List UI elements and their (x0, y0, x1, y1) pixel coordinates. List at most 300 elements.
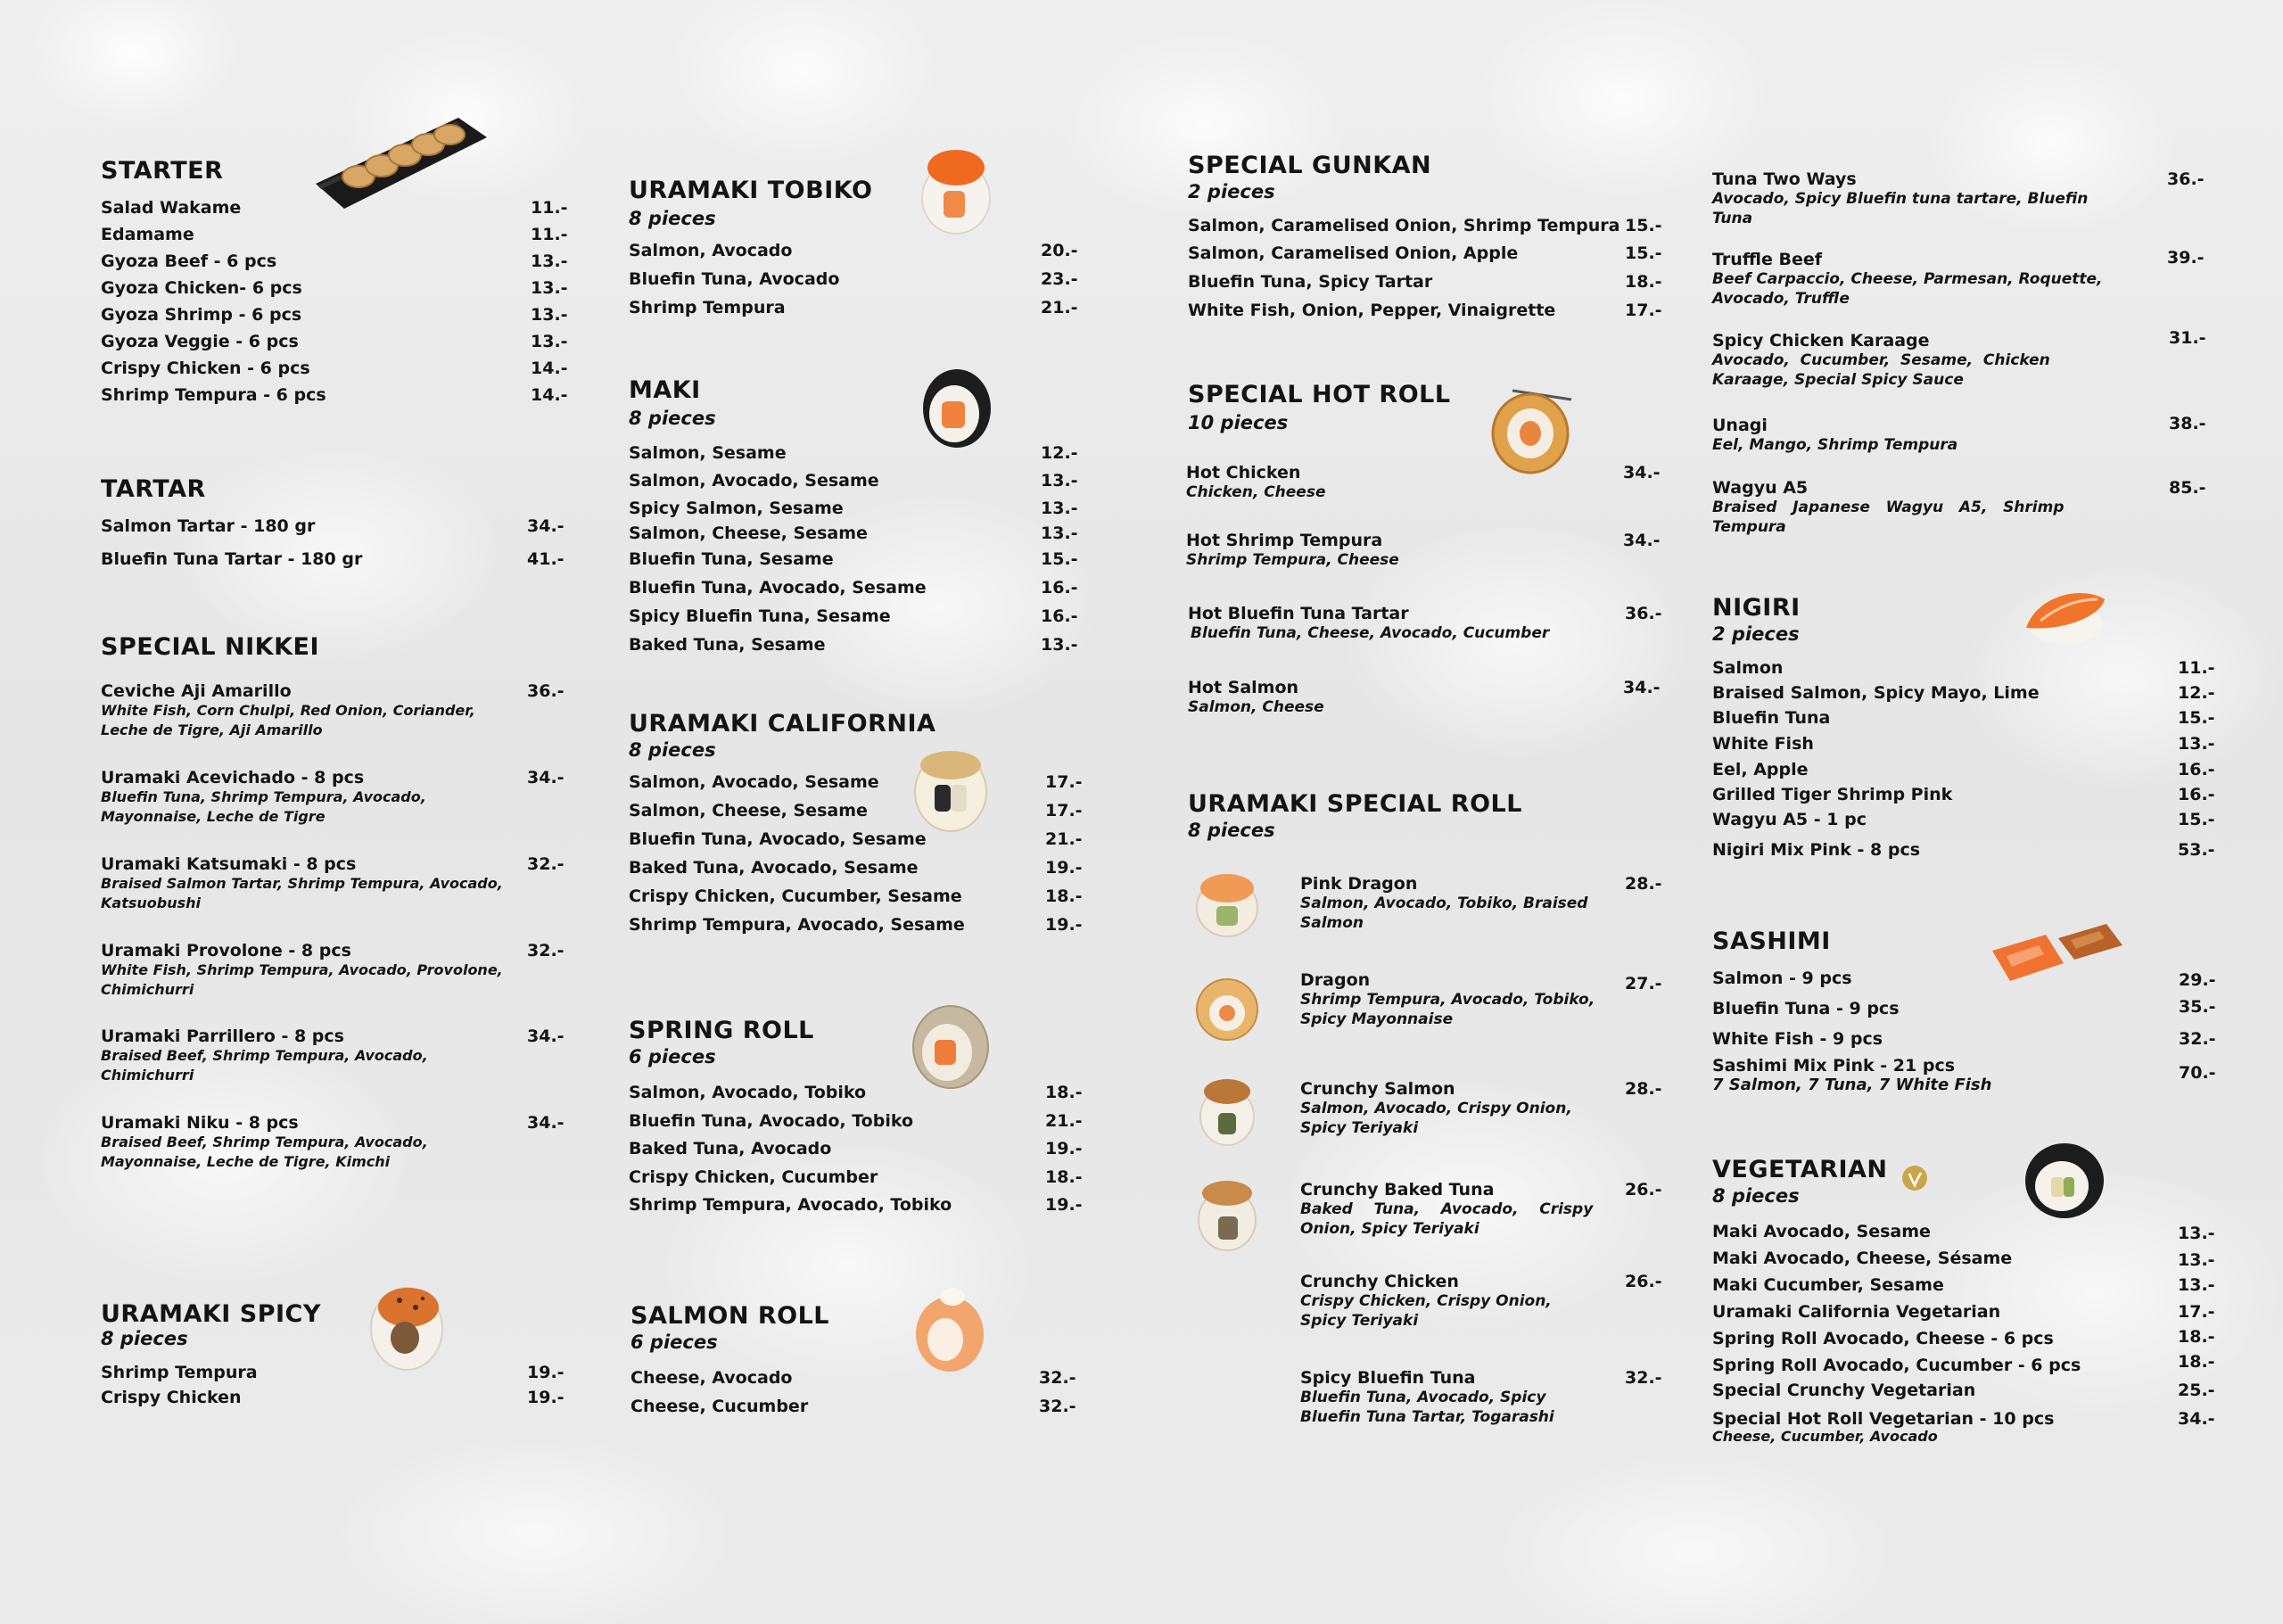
menu-item (101, 359, 310, 378)
item-description: Shrimp Tempura, Avocado, Tobiko, (1300, 991, 1595, 1009)
item-name: Cheese, Cucumber (631, 1397, 809, 1416)
item-price: 32.- (1039, 1368, 1076, 1388)
item-name: Hot Shrimp Tempura (1186, 531, 1383, 550)
item-price: 32.- (527, 854, 565, 874)
item-name: Shrimp Tempura (629, 298, 786, 317)
section-subtitle: 8 pieces (629, 408, 716, 429)
item-price: 17.- (2178, 1302, 2215, 1322)
item-name: Salmon, Avocado, Tobiko (629, 1083, 867, 1102)
item-description: Spicy Teriyaki (1300, 1119, 1419, 1137)
menu-item (1712, 1409, 2054, 1445)
item-price: 11.- (531, 198, 568, 218)
menu-item (1300, 874, 1587, 933)
item-price: 16.- (2178, 760, 2215, 779)
item-price: 85.- (2169, 478, 2206, 498)
item-description: Leche de Tigre, Aji Amarillo (101, 721, 323, 738)
item-price: 19.- (527, 1388, 565, 1407)
menu-item (1188, 216, 1620, 235)
item-price: 15.- (1625, 243, 1662, 263)
menu-item (629, 801, 868, 820)
item-price: 15.- (1041, 549, 1078, 569)
uramaki-tobiko-roll-image (917, 144, 995, 237)
item-name: Ceviche Aji Amarillo (101, 681, 292, 701)
item-description: Spicy Mayonnaise (1300, 1010, 1454, 1028)
item-description: Beef Carpaccio, Cheese, Parmesan, Roquette, (1712, 270, 2103, 288)
menu-item (101, 385, 326, 405)
item-name: Truffle Beef (1712, 250, 1822, 269)
item-description: 7 Salmon, 7 Tuna, 7 White Fish (1712, 1076, 1992, 1094)
menu-item (1712, 999, 1900, 1018)
item-name: Tuna Two Ways (1712, 169, 1857, 189)
section-subtitle: 8 pieces (1712, 1185, 1800, 1207)
menu-item (1188, 604, 1549, 643)
item-price: 34.- (1623, 678, 1661, 697)
item-name: Bluefin Tuna (1712, 708, 1831, 728)
section-maki (629, 376, 1092, 671)
item-name: Salmon, Avocado (629, 241, 793, 260)
item-name: Crunchy Chicken (1300, 1272, 1459, 1291)
menu-item (1712, 1029, 1883, 1049)
item-description: Bluefin Tuna, Cheese, Avocado, Cucumber (1191, 624, 1550, 642)
menu-item (101, 768, 426, 827)
item-price: 34.- (1623, 531, 1661, 550)
section-title: STARTER (101, 157, 224, 185)
menu-item (1712, 840, 1920, 860)
item-description: Avocado, Spicy Bluefin tuna tartare, Bluefin (1712, 190, 2089, 208)
item-price: 13.- (2178, 734, 2215, 754)
menu-item (101, 1113, 428, 1172)
menu-item (1712, 760, 1809, 779)
item-price: 13.- (531, 251, 568, 271)
gyoza-plate-image (312, 114, 490, 214)
item-description: Crispy Chicken, Crispy Onion, (1300, 1292, 1552, 1310)
item-name: Spring Roll Avocado, Cucumber - 6 pcs (1712, 1356, 2081, 1375)
section-nigiri (1712, 594, 2215, 870)
menu-item (1712, 169, 2122, 228)
item-price: 34.- (527, 516, 565, 536)
item-name: Gyoza Veggie - 6 pcs (101, 332, 299, 351)
section-title: SALMON ROLL (631, 1302, 830, 1330)
item-price: 20.- (1041, 241, 1078, 260)
item-price: 13.- (531, 278, 568, 298)
section-subtitle: 8 pieces (101, 1328, 188, 1349)
menu-item (1300, 1079, 1572, 1138)
menu-item (1712, 1329, 2054, 1348)
item-name: Gyoza Beef - 6 pcs (101, 251, 277, 271)
menu-item (101, 549, 362, 569)
item-name: Wagyu A5 - 1 pc (1712, 810, 1867, 829)
menu-item (101, 251, 276, 271)
item-name: Uramaki Parrillero - 8 pcs (101, 1026, 344, 1046)
menu-item (629, 549, 834, 569)
item-price: 36.- (527, 681, 565, 701)
item-price: 15.- (2178, 708, 2215, 728)
item-name: Shrimp Tempura, Avocado, Tobiko (629, 1195, 952, 1215)
menu-item (629, 829, 927, 849)
menu-item (629, 606, 891, 626)
item-price: 15.- (1625, 216, 1662, 235)
item-name: Salmon, Avocado, Sesame (629, 471, 879, 490)
item-name: Dragon (1300, 970, 1371, 990)
item-name: Salmon - 9 pcs (1712, 969, 1852, 988)
menu-item (101, 1363, 258, 1382)
menu-item (101, 1388, 242, 1407)
item-price: 32.- (2179, 1029, 2216, 1049)
menu-item (629, 1111, 913, 1131)
menu-item (1188, 678, 1324, 717)
item-name: Spicy Bluefin Tuna (1300, 1368, 1476, 1388)
menu-item (1712, 1056, 1991, 1095)
item-name: Hot Bluefin Tuna Tartar (1188, 604, 1409, 623)
section-title: SASHIMI (1712, 927, 1831, 955)
item-name: Crispy Chicken, Cucumber, Sesame (629, 886, 962, 906)
item-description: Karaage, Special Spicy Sauce (1712, 371, 1964, 389)
item-name: Gyoza Chicken- 6 pcs (101, 278, 302, 298)
item-price: 11.- (531, 225, 568, 244)
menu-item (629, 1167, 878, 1187)
item-description: Bluefin Tuna, Shrimp Tempura, Avocado, (101, 788, 426, 805)
menu-item (629, 772, 879, 792)
item-name: White Fish - 9 pcs (1712, 1029, 1883, 1049)
item-name: Special Crunchy Vegetarian (1712, 1381, 1976, 1400)
item-name: Bluefin Tuna, Sesame (629, 549, 834, 569)
item-name: Maki Avocado, Sesame (1712, 1222, 1931, 1241)
menu-item (1712, 734, 1814, 754)
spring-roll-image (908, 1001, 993, 1093)
pink-dragon-roll-image (1191, 869, 1263, 940)
item-description: Avocado, Truffle (1712, 290, 1850, 308)
item-name: Salad Wakame (101, 198, 242, 218)
section-title: URAMAKI CALIFORNIA (629, 710, 936, 738)
item-name: Spicy Salmon, Sesame (629, 499, 844, 518)
item-name: White Fish (1712, 734, 1814, 754)
item-price: 13.- (2178, 1275, 2215, 1295)
item-price: 21.- (1041, 298, 1078, 317)
section-tartar (101, 475, 565, 573)
item-price: 34.- (1623, 463, 1661, 482)
item-description: Tempura (1712, 518, 1786, 536)
item-name: Bluefin Tuna, Spicy Tartar (1188, 272, 1433, 292)
item-price: 13.- (2178, 1250, 2215, 1270)
item-description: Salmon, Avocado, Crispy Onion, (1300, 1100, 1572, 1117)
section-title: SPECIAL GUNKAN (1188, 152, 1432, 179)
item-name: Crunchy Salmon (1300, 1079, 1455, 1099)
menu-item (629, 471, 879, 490)
item-name: Gyoza Shrimp - 6 pcs (101, 305, 302, 325)
item-name: Bluefin Tuna, Avocado, Sesame (629, 578, 927, 598)
section-special-nikkei (101, 633, 565, 1186)
menu-item (1300, 1180, 1593, 1239)
section-subtitle: 8 pieces (629, 739, 716, 761)
menu-item (1712, 1381, 1975, 1400)
item-name: Braised Salmon, Spicy Mayo, Lime (1712, 683, 2040, 703)
nigiri-image (2019, 585, 2108, 649)
menu-item (1712, 416, 2122, 455)
item-price: 28.- (1625, 874, 1662, 894)
item-price: 28.- (1625, 1079, 1662, 1099)
section-uramaki-california (629, 710, 1092, 942)
item-description: White Fish, Corn Chulpi, Red Onion, Coriander, (101, 702, 475, 719)
section-title: URAMAKI SPICY (101, 1300, 321, 1328)
item-price: 23.- (1041, 269, 1078, 289)
item-description: Shrimp Tempura, Cheese (1186, 551, 1399, 569)
item-name: Grilled Tiger Shrimp Pink (1712, 785, 1953, 804)
item-price: 18.- (1045, 1167, 1083, 1187)
item-name: Shrimp Tempura (101, 1363, 258, 1382)
item-price: 18.- (1045, 886, 1083, 906)
item-description: Braised Japanese Wagyu A5, Shrimp (1712, 499, 2065, 516)
item-name: Uramaki Niku - 8 pcs (101, 1113, 299, 1133)
section-title: MAKI (629, 376, 701, 404)
item-description: Salmon, Cheese (1188, 698, 1324, 716)
section-title: TARTAR (101, 475, 206, 503)
menu-item (1186, 531, 1399, 570)
item-description: Eel, Mango, Shrimp Tempura (1712, 436, 1958, 454)
item-name: Crispy Chicken (101, 1388, 242, 1407)
menu-item (629, 886, 962, 906)
item-description: Onion, Spicy Teriyaki (1300, 1220, 1479, 1238)
item-name: Bluefin Tuna Tartar - 180 gr (101, 549, 363, 569)
item-price: 12.- (2178, 683, 2215, 703)
section-subtitle: 2 pieces (1188, 181, 1275, 202)
menu-item (1186, 463, 1325, 502)
item-description: Braised Beef, Shrimp Tempura, Avocado, (101, 1134, 428, 1150)
menu-item (101, 854, 503, 913)
menu-item (1712, 478, 2122, 537)
section-sashimi (1712, 927, 2216, 1106)
item-name: Spring Roll Avocado, Cheese - 6 pcs (1712, 1329, 2054, 1348)
item-name: Bluefin Tuna - 9 pcs (1712, 999, 1900, 1018)
item-description: Avocado, Cucumber, Sesame, Chicken (1712, 351, 2050, 369)
item-price: 39.- (2167, 248, 2205, 268)
item-description: Bluefin Tuna Tartar, Togarashi (1300, 1408, 1554, 1426)
crunchy-baked-tuna-roll-image (1191, 1175, 1263, 1254)
section-uramaki-spicy (101, 1300, 565, 1416)
menu-item (1712, 785, 1952, 804)
menu-item (1712, 1275, 1944, 1295)
item-price: 14.- (531, 359, 568, 378)
menu-item (629, 578, 927, 598)
salmon-roll-image (911, 1281, 988, 1373)
maki-roll-image (919, 366, 995, 451)
menu-item (629, 298, 786, 317)
item-name: Bluefin Tuna, Avocado (629, 269, 840, 289)
section-title: VEGETARIAN (1712, 1156, 1888, 1183)
item-price: 13.- (1041, 635, 1078, 655)
item-description: Cheese, Cucumber, Avocado (1712, 1428, 1938, 1445)
item-name: Unagi (1712, 416, 1768, 435)
item-price: 13.- (1041, 471, 1078, 490)
menu-item (629, 1083, 866, 1102)
menu-item (1712, 1302, 2000, 1322)
item-price: 34.- (527, 1113, 565, 1133)
leaf-badge-icon (1901, 1165, 1928, 1191)
item-name: Hot Salmon (1188, 678, 1299, 697)
item-description: Baked Tuna, Avocado, Crispy (1300, 1200, 1594, 1218)
menu-item (1712, 331, 2122, 390)
section-vegetarian (1712, 1156, 2215, 1459)
item-name: Shrimp Tempura - 6 pcs (101, 385, 326, 405)
item-price: 13.- (1041, 499, 1078, 518)
item-name: Uramaki Provolone - 8 pcs (101, 941, 351, 960)
menu-item (1188, 243, 1518, 263)
menu-item (629, 1195, 952, 1215)
item-name: Special Hot Roll Vegetarian - 10 pcs (1712, 1409, 2055, 1429)
uramaki-spicy-roll-image (364, 1281, 449, 1373)
section-subtitle: 8 pieces (1188, 820, 1275, 841)
menu-item (101, 681, 475, 740)
menu-item (629, 499, 844, 518)
menu-item (1300, 970, 1595, 1029)
menu-item (1712, 1222, 1931, 1241)
crunchy-salmon-roll-image (1191, 1074, 1263, 1149)
item-description: Braised Beef, Shrimp Tempura, Avocado, (101, 1047, 428, 1064)
section-subtitle: 2 pieces (1712, 623, 1800, 645)
item-name: Sashimi Mix Pink - 21 pcs (1712, 1056, 1956, 1076)
item-name: Salmon Tartar - 180 gr (101, 516, 316, 536)
item-name: Eel, Apple (1712, 760, 1809, 779)
item-price: 29.- (2179, 970, 2216, 990)
item-name: Hot Chicken (1186, 463, 1301, 482)
item-price: 70.- (2179, 1063, 2216, 1083)
section-title: URAMAKI SPECIAL ROLL (1188, 790, 1522, 818)
menu-item (1712, 658, 1783, 678)
item-price: 26.- (1625, 1180, 1662, 1199)
section-subtitle: 6 pieces (629, 1046, 716, 1068)
menu-item (101, 198, 241, 218)
hot-roll-image (1486, 382, 1575, 476)
item-price: 14.- (531, 385, 568, 405)
item-price: 13.- (2178, 1224, 2215, 1243)
item-price: 34.- (2178, 1409, 2215, 1429)
menu-item (1300, 1272, 1552, 1331)
item-name: Uramaki Acevichado - 8 pcs (101, 768, 365, 787)
item-price: 19.- (1045, 858, 1083, 878)
menu-item (1712, 683, 2040, 703)
menu-item (629, 241, 792, 260)
item-description: Mayonnaise, Leche de Tigre, Kimchi (101, 1153, 391, 1170)
item-price: 41.- (527, 549, 565, 569)
item-name: Salmon (1712, 658, 1784, 678)
item-description: Katsuobushi (101, 894, 201, 911)
item-name: Salmon, Caramelised Onion, Apple (1188, 243, 1519, 263)
item-price: 18.- (2178, 1352, 2215, 1372)
item-price: 19.- (527, 1363, 565, 1382)
section-signature-rolls (1712, 169, 2212, 544)
item-description: Tuna (1712, 210, 1753, 227)
menu-item (1712, 1356, 2081, 1375)
california-roll-image (910, 746, 992, 835)
item-price: 13.- (531, 332, 568, 351)
item-price: 17.- (1045, 772, 1083, 792)
item-price: 18.- (1625, 272, 1662, 292)
menu-item (1712, 250, 2122, 309)
item-price: 21.- (1045, 1111, 1083, 1131)
menu-item (1300, 1368, 1554, 1427)
item-price: 21.- (1045, 829, 1083, 849)
item-price: 32.- (1625, 1368, 1662, 1388)
item-name: Pink Dragon (1300, 874, 1418, 894)
section-title: SPECIAL HOT ROLL (1188, 381, 1451, 408)
dragon-roll-image (1191, 970, 1263, 1043)
item-price: 32.- (527, 941, 565, 960)
item-name: Wagyu A5 (1712, 478, 1809, 498)
menu-item (1712, 810, 1867, 829)
item-price: 15.- (2178, 810, 2215, 829)
section-subtitle: 10 pieces (1188, 412, 1289, 433)
menu-item (101, 941, 503, 1000)
item-description: Salmon, Avocado, Tobiko, Braised (1300, 894, 1588, 912)
item-price: 17.- (1045, 801, 1083, 820)
vegetarian-maki-image (2021, 1138, 2108, 1224)
menu-item (1188, 301, 1555, 320)
section-uramaki-tobiko (629, 177, 1092, 328)
item-price: 38.- (2169, 414, 2206, 433)
menu-item (1712, 969, 1852, 988)
item-price: 11.- (2178, 658, 2215, 678)
item-name: Baked Tuna, Avocado, Sesame (629, 858, 919, 878)
menu-item (629, 443, 787, 463)
item-description: Chicken, Cheese (1186, 483, 1326, 501)
item-name: Spicy Chicken Karaage (1712, 331, 1930, 350)
item-price: 13.- (1041, 523, 1078, 543)
item-description: Chimichurri (101, 981, 194, 998)
item-name: White Fish, Onion, Pepper, Vinaigrette (1188, 301, 1556, 320)
menu-item (629, 635, 826, 655)
item-name: Salmon, Cheese, Sesame (629, 523, 868, 543)
item-price: 19.- (1045, 1139, 1083, 1158)
item-name: Bluefin Tuna, Avocado, Sesame (629, 829, 927, 849)
item-price: 25.- (2178, 1381, 2215, 1400)
item-price: 18.- (1045, 1083, 1083, 1102)
section-special-hot-roll (1186, 381, 1662, 729)
item-name: Crunchy Baked Tuna (1300, 1180, 1495, 1199)
item-name: Salmon, Sesame (629, 443, 787, 463)
menu-item (101, 278, 302, 298)
item-price: 31.- (2169, 328, 2206, 348)
item-name: Maki Avocado, Cheese, Sésame (1712, 1249, 2013, 1268)
item-price: 18.- (2178, 1327, 2215, 1347)
item-price: 17.- (1625, 301, 1662, 320)
item-description: Mayonnaise, Leche de Tigre (101, 808, 326, 825)
sashimi-image (1989, 919, 2126, 983)
section-salmon-roll (631, 1302, 1094, 1427)
menu-item (1712, 708, 1830, 728)
section-title: URAMAKI TOBIKO (629, 177, 873, 204)
item-price: 13.- (531, 305, 568, 325)
item-price: 16.- (2178, 785, 2215, 804)
item-price: 32.- (1039, 1397, 1076, 1416)
item-name: Salmon, Cheese, Sesame (629, 801, 868, 820)
item-name: Uramaki Katsumaki - 8 pcs (101, 854, 357, 874)
item-description: Spicy Teriyaki (1300, 1312, 1419, 1330)
section-special-gunkan (1188, 152, 1661, 330)
menu-item (101, 516, 315, 536)
item-price: 19.- (1045, 915, 1083, 935)
item-name: Baked Tuna, Sesame (629, 635, 826, 655)
item-price: 36.- (2167, 169, 2205, 189)
menu-item (1712, 1249, 2012, 1268)
menu-item (101, 225, 194, 244)
item-name: Salmon, Caramelised Onion, Shrimp Tempura (1188, 216, 1620, 235)
item-name: Bluefin Tuna, Avocado, Tobiko (629, 1111, 914, 1131)
menu-item (101, 1026, 428, 1085)
menu-item (629, 915, 965, 935)
item-name: Crispy Chicken, Cucumber (629, 1167, 878, 1187)
section-title: SPRING ROLL (629, 1017, 814, 1044)
item-name: Baked Tuna, Avocado (629, 1139, 832, 1158)
item-price: 16.- (1041, 606, 1078, 626)
